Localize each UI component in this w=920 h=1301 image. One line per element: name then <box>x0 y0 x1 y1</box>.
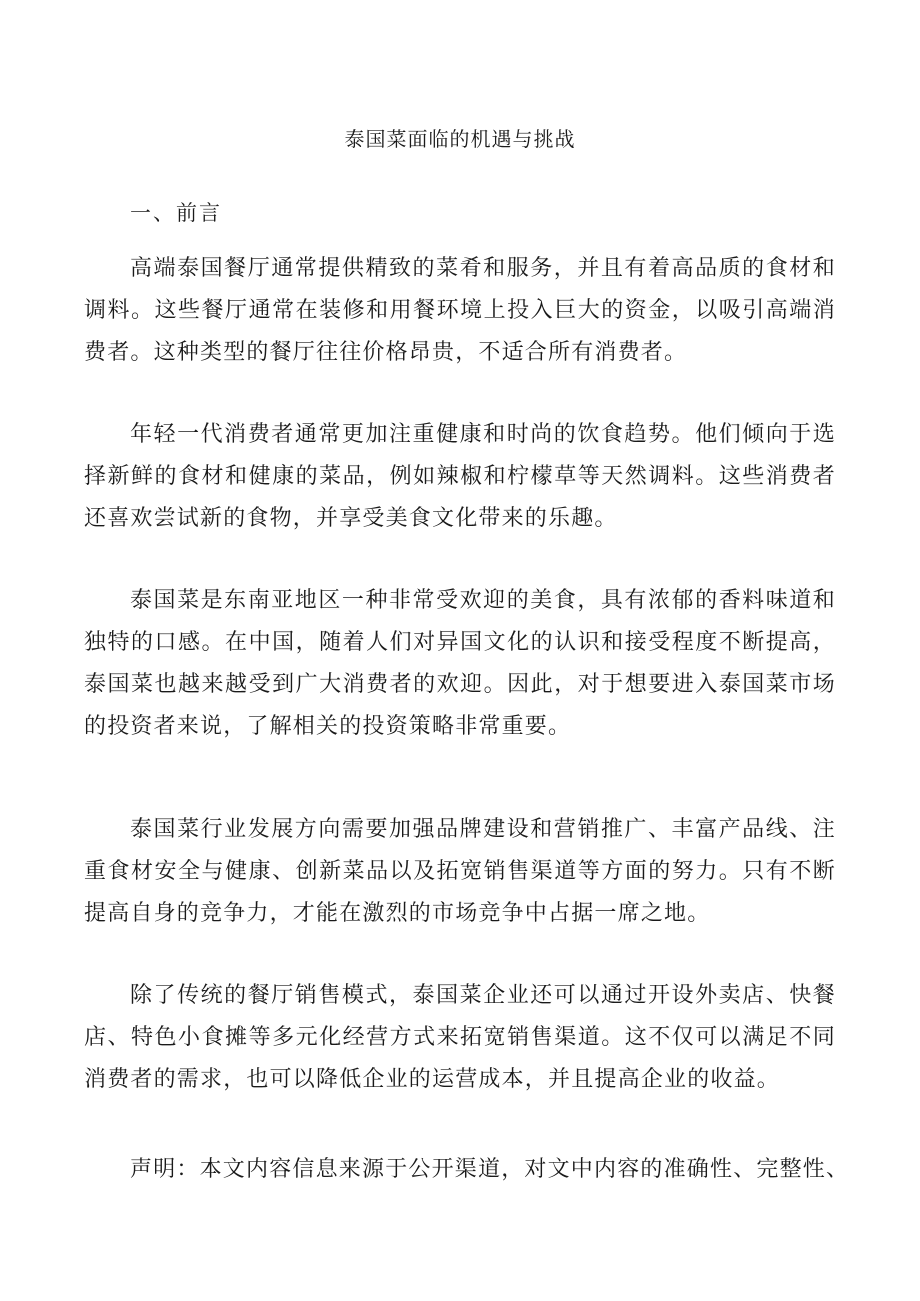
section-heading: 一、前言 <box>130 201 222 225</box>
paragraph-2: 年轻一代消费者通常更加注重健康和时尚的饮食趋势。他们倾向于选择新鲜的食材和健康的菜品，例如辣椒和柠檬草等天然调料。这些消费者还喜欢尝试新的食物，并享受美食文化带来的乐趣。 <box>84 422 836 531</box>
paragraph-3: 泰国菜是东南亚地区一种非常受欢迎的美食，具有浓郁的香料味道和独特的口感。在中国，随着人们对异国文化的认识和接受程度不断提高，泰国菜也越来越受到广大消费者的欢迎。因此，对于想要进入泰国菜市场的投资者来说，了解相关的投资策略非常重要。 <box>84 588 836 739</box>
document-title: 泰国菜面临的机遇与挑战 <box>344 127 576 151</box>
paragraph-1: 高端泰国餐厅通常提供精致的菜肴和服务，并且有着高品质的食材和调料。这些餐厅通常在装修和用餐环境上投入巨大的资金，以吸引高端消费者。这种类型的餐厅往往价格昂贵，不适合所有消费者。 <box>84 256 836 365</box>
paragraph-5: 除了传统的餐厅销售模式，泰国菜企业还可以通过开设外卖店、快餐店、特色小食摊等多元化经营方式来拓宽销售渠道。这不仅可以满足不同消费者的需求，也可以降低企业的运营成本，并且提高企业的收益。 <box>84 983 836 1092</box>
disclaimer-text: 声明：本文内容信息来源于公开渠道，对文中内容的准确性、完整性、 <box>130 1157 850 1182</box>
paragraph-4: 泰国菜行业发展方向需要加强品牌建设和营销推广、丰富产品线、注重食材安全与健康、创新菜品以及拓宽销售渠道等方面的努力。只有不断提高自身的竞争力，才能在激烈的市场竞争中占据一席之地。 <box>84 817 836 926</box>
